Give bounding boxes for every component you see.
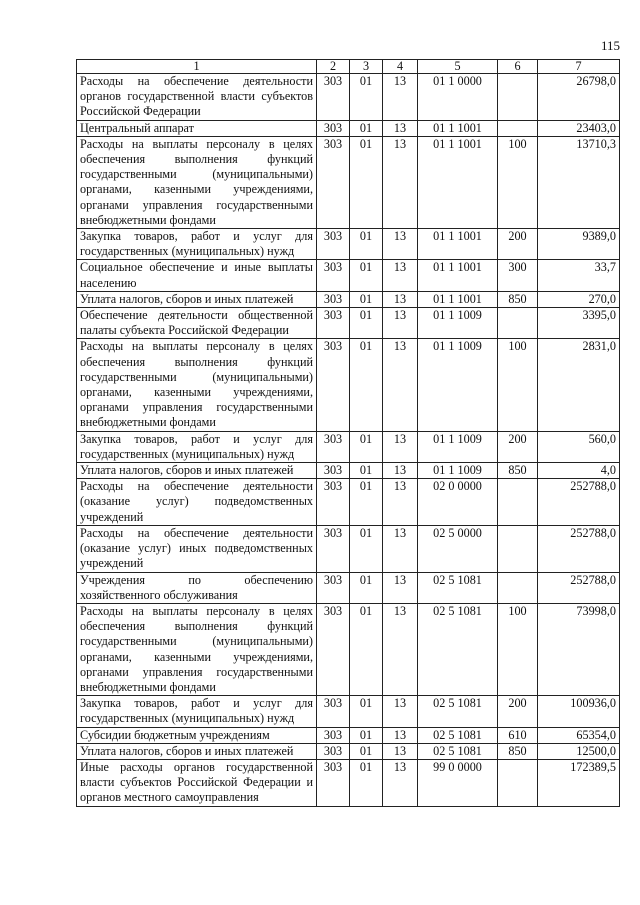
row-subsection-cell: 13 xyxy=(383,525,418,572)
row-name-cell: Расходы на обеспечение деятельности органов государственной власти субъектов Российской Федерации xyxy=(77,74,317,121)
table-header-row xyxy=(77,60,620,74)
row-name-cell: Учреждения по обеспечению хозяйственного обслуживания xyxy=(77,572,317,603)
column-header: 2 xyxy=(317,60,350,74)
row-target-cell: 02 5 1081 xyxy=(418,727,498,743)
row-code-cell: 303 xyxy=(317,463,350,479)
row-name-cell: Уплата налогов, сборов и иных платежей xyxy=(77,743,317,759)
row-target-cell: 01 1 1009 xyxy=(418,339,498,431)
row-target-cell: 02 5 1081 xyxy=(418,696,498,727)
row-code-cell: 303 xyxy=(317,759,350,806)
row-code-cell: 303 xyxy=(317,136,350,228)
row-subsection-cell: 13 xyxy=(383,308,418,339)
row-subsection-cell: 13 xyxy=(383,74,418,121)
row-code-cell: 303 xyxy=(317,727,350,743)
row-subsection-cell: 13 xyxy=(383,572,418,603)
row-target-cell: 02 5 1081 xyxy=(418,603,498,695)
row-subsection-cell: 13 xyxy=(383,229,418,260)
row-type-cell: 100 xyxy=(498,136,538,228)
table-row xyxy=(77,229,620,260)
row-subsection-cell: 13 xyxy=(383,696,418,727)
row-subsection-cell: 13 xyxy=(383,136,418,228)
row-section-cell: 01 xyxy=(350,431,383,462)
row-section-cell: 01 xyxy=(350,339,383,431)
row-section-cell: 01 xyxy=(350,136,383,228)
table-row xyxy=(77,463,620,479)
row-type-cell: 100 xyxy=(498,339,538,431)
row-code-cell: 303 xyxy=(317,74,350,121)
row-sum-cell: 560,0 xyxy=(538,431,620,462)
row-code-cell: 303 xyxy=(317,525,350,572)
table-row xyxy=(77,572,620,603)
row-code-cell: 303 xyxy=(317,696,350,727)
table-row xyxy=(77,759,620,806)
row-subsection-cell: 13 xyxy=(383,727,418,743)
row-target-cell: 02 5 0000 xyxy=(418,525,498,572)
row-sum-cell: 252788,0 xyxy=(538,572,620,603)
row-code-cell: 303 xyxy=(317,603,350,695)
row-target-cell: 02 0 0000 xyxy=(418,479,498,526)
row-section-cell: 01 xyxy=(350,120,383,136)
table-row xyxy=(77,696,620,727)
row-sum-cell: 26798,0 xyxy=(538,74,620,121)
row-name-cell: Субсидии бюджетным учреждениям xyxy=(77,727,317,743)
row-section-cell: 01 xyxy=(350,463,383,479)
row-subsection-cell: 13 xyxy=(383,260,418,291)
row-sum-cell: 252788,0 xyxy=(538,479,620,526)
row-name-cell: Закупка товаров, работ и услуг для государственных (муниципальных) нужд xyxy=(77,696,317,727)
table-row xyxy=(77,74,620,121)
row-target-cell: 01 1 1009 xyxy=(418,431,498,462)
row-subsection-cell: 13 xyxy=(383,339,418,431)
row-sum-cell: 252788,0 xyxy=(538,525,620,572)
row-code-cell: 303 xyxy=(317,431,350,462)
row-subsection-cell: 13 xyxy=(383,120,418,136)
row-name-cell: Расходы на обеспечение деятельности (оказание услуг) иных подведомственных учреждений xyxy=(77,525,317,572)
row-subsection-cell: 13 xyxy=(383,463,418,479)
row-type-cell: 200 xyxy=(498,229,538,260)
row-code-cell: 303 xyxy=(317,572,350,603)
row-subsection-cell: 13 xyxy=(383,431,418,462)
column-header: 3 xyxy=(350,60,383,74)
row-target-cell: 99 0 0000 xyxy=(418,759,498,806)
row-code-cell: 303 xyxy=(317,339,350,431)
row-target-cell: 02 5 1081 xyxy=(418,572,498,603)
row-code-cell: 303 xyxy=(317,291,350,307)
row-sum-cell: 33,7 xyxy=(538,260,620,291)
row-sum-cell: 23403,0 xyxy=(538,120,620,136)
row-code-cell: 303 xyxy=(317,479,350,526)
row-sum-cell: 2831,0 xyxy=(538,339,620,431)
row-type-cell: 200 xyxy=(498,696,538,727)
row-type-cell xyxy=(498,479,538,526)
row-target-cell: 01 1 1009 xyxy=(418,308,498,339)
row-subsection-cell: 13 xyxy=(383,291,418,307)
row-target-cell: 01 1 1001 xyxy=(418,229,498,260)
row-section-cell: 01 xyxy=(350,525,383,572)
row-type-cell xyxy=(498,759,538,806)
column-header: 5 xyxy=(418,60,498,74)
table-row xyxy=(77,291,620,307)
table-row xyxy=(77,260,620,291)
row-type-cell: 100 xyxy=(498,603,538,695)
row-code-cell: 303 xyxy=(317,260,350,291)
row-target-cell: 01 1 1009 xyxy=(418,463,498,479)
column-header: 7 xyxy=(538,60,620,74)
row-code-cell: 303 xyxy=(317,120,350,136)
row-section-cell: 01 xyxy=(350,260,383,291)
row-type-cell: 850 xyxy=(498,743,538,759)
table-row xyxy=(77,603,620,695)
row-section-cell: 01 xyxy=(350,291,383,307)
row-name-cell: Обеспечение деятельности общественной палаты субъекта Российской Федерации xyxy=(77,308,317,339)
table-row xyxy=(77,136,620,228)
row-subsection-cell: 13 xyxy=(383,603,418,695)
row-section-cell: 01 xyxy=(350,572,383,603)
row-sum-cell: 172389,5 xyxy=(538,759,620,806)
row-name-cell: Иные расходы органов государственной власти субъектов Российской Федерации и органов местного самоуправления xyxy=(77,759,317,806)
row-section-cell: 01 xyxy=(350,308,383,339)
row-name-cell: Уплата налогов, сборов и иных платежей xyxy=(77,463,317,479)
row-type-cell xyxy=(498,525,538,572)
row-subsection-cell: 13 xyxy=(383,743,418,759)
row-type-cell: 610 xyxy=(498,727,538,743)
row-type-cell xyxy=(498,74,538,121)
table-row xyxy=(77,308,620,339)
row-sum-cell: 100936,0 xyxy=(538,696,620,727)
row-sum-cell: 73998,0 xyxy=(538,603,620,695)
row-type-cell: 300 xyxy=(498,260,538,291)
budget-table xyxy=(76,59,620,807)
table-row xyxy=(77,479,620,526)
row-section-cell: 01 xyxy=(350,727,383,743)
row-name-cell: Расходы на выплаты персоналу в целях обеспечения выполнения функций государственными (муниципальными) органами, казенными учреждениями, органами управления государственными внебюджетными фондами xyxy=(77,603,317,695)
row-sum-cell: 3395,0 xyxy=(538,308,620,339)
table-row xyxy=(77,727,620,743)
row-name-cell: Центральный аппарат xyxy=(77,120,317,136)
column-header: 6 xyxy=(498,60,538,74)
table-row xyxy=(77,120,620,136)
table-row xyxy=(77,431,620,462)
page-number: 115 xyxy=(600,38,620,53)
row-sum-cell: 65354,0 xyxy=(538,727,620,743)
row-name-cell: Закупка товаров, работ и услуг для государственных (муниципальных) нужд xyxy=(77,229,317,260)
row-name-cell: Уплата налогов, сборов и иных платежей xyxy=(77,291,317,307)
row-type-cell xyxy=(498,120,538,136)
table-row xyxy=(77,743,620,759)
row-target-cell: 02 5 1081 xyxy=(418,743,498,759)
row-target-cell: 01 1 0000 xyxy=(418,74,498,121)
row-section-cell: 01 xyxy=(350,743,383,759)
row-sum-cell: 9389,0 xyxy=(538,229,620,260)
row-name-cell: Расходы на выплаты персоналу в целях обеспечения выполнения функций государственными (муниципальными) органами, казенными учреждениями, органами управления государственными внебюджетными фондами xyxy=(77,136,317,228)
row-sum-cell: 270,0 xyxy=(538,291,620,307)
row-sum-cell: 13710,3 xyxy=(538,136,620,228)
row-section-cell: 01 xyxy=(350,479,383,526)
row-code-cell: 303 xyxy=(317,743,350,759)
row-type-cell: 200 xyxy=(498,431,538,462)
row-target-cell: 01 1 1001 xyxy=(418,120,498,136)
row-sum-cell: 4,0 xyxy=(538,463,620,479)
row-name-cell: Расходы на обеспечение деятельности (оказание услуг) подведомственных учреждений xyxy=(77,479,317,526)
row-type-cell xyxy=(498,308,538,339)
row-target-cell: 01 1 1001 xyxy=(418,260,498,291)
row-type-cell xyxy=(498,572,538,603)
row-type-cell: 850 xyxy=(498,463,538,479)
row-type-cell: 850 xyxy=(498,291,538,307)
row-section-cell: 01 xyxy=(350,603,383,695)
table-row xyxy=(77,525,620,572)
column-header: 4 xyxy=(383,60,418,74)
row-section-cell: 01 xyxy=(350,74,383,121)
table-row xyxy=(77,339,620,431)
row-code-cell: 303 xyxy=(317,308,350,339)
row-section-cell: 01 xyxy=(350,229,383,260)
row-target-cell: 01 1 1001 xyxy=(418,291,498,307)
row-subsection-cell: 13 xyxy=(383,759,418,806)
row-subsection-cell: 13 xyxy=(383,479,418,526)
row-name-cell: Социальное обеспечение и иные выплаты населению xyxy=(77,260,317,291)
row-target-cell: 01 1 1001 xyxy=(418,136,498,228)
row-code-cell: 303 xyxy=(317,229,350,260)
column-header: 1 xyxy=(77,60,317,74)
row-section-cell: 01 xyxy=(350,696,383,727)
row-section-cell: 01 xyxy=(350,759,383,806)
row-sum-cell: 12500,0 xyxy=(538,743,620,759)
row-name-cell: Расходы на выплаты персоналу в целях обеспечения выполнения функций государственными (муниципальными) органами, казенными учреждениями, органами управления государственными внебюджетными фондами xyxy=(77,339,317,431)
row-name-cell: Закупка товаров, работ и услуг для государственных (муниципальных) нужд xyxy=(77,431,317,462)
